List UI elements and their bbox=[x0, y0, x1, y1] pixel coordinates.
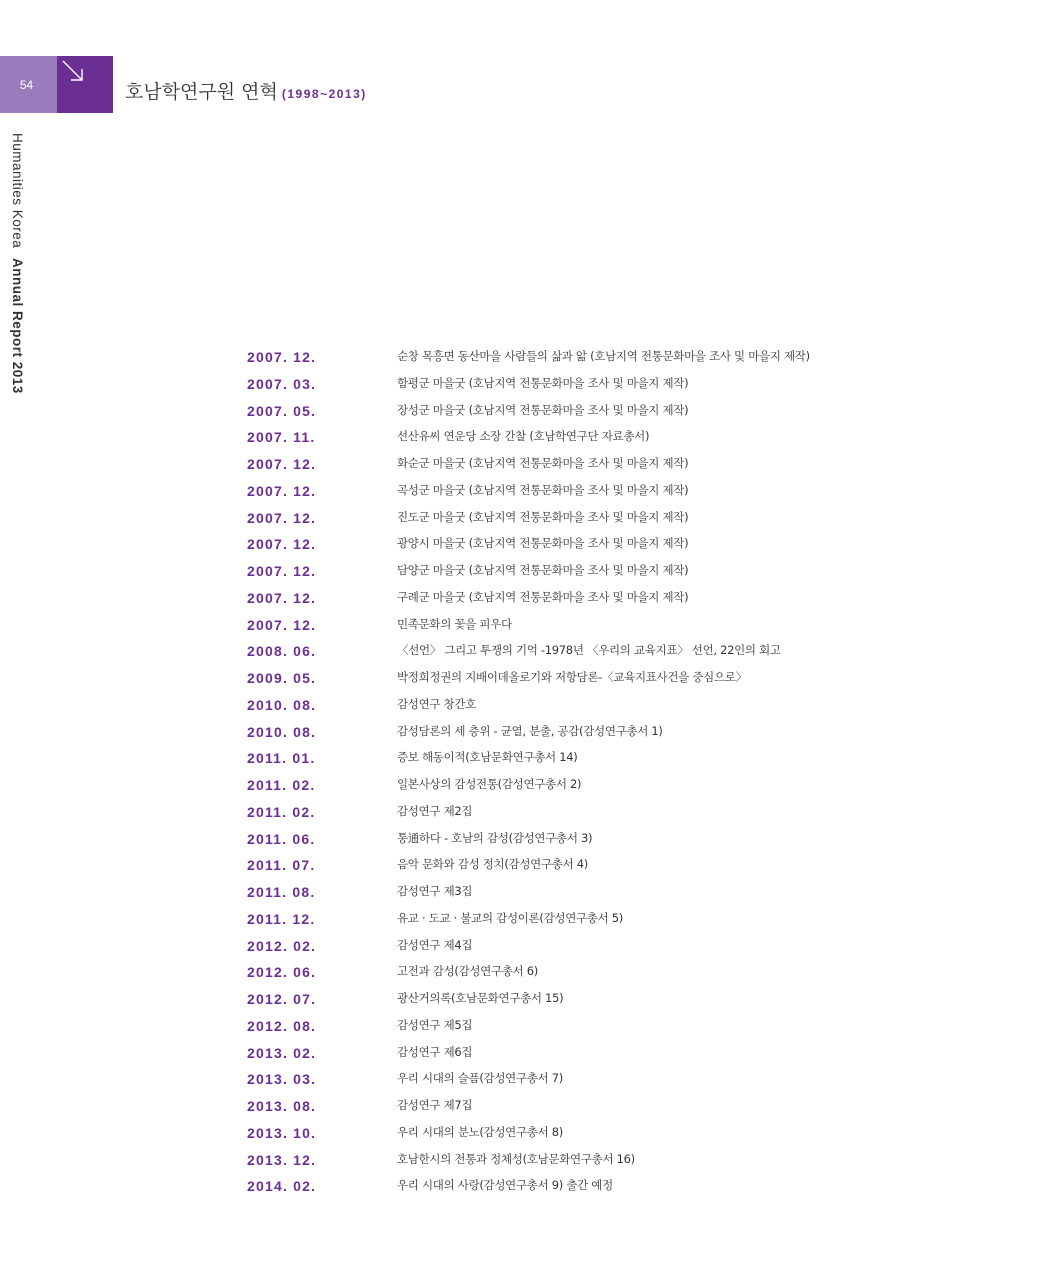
timeline-row bbox=[247, 1121, 947, 1148]
timeline-description: 선산유씨 연운당 소장 간찰 (호남학연구단 자료총서) bbox=[397, 429, 650, 444]
timeline-row bbox=[247, 372, 947, 399]
timeline-list bbox=[247, 345, 947, 1201]
timeline-row bbox=[247, 1174, 947, 1201]
timeline-row bbox=[247, 666, 947, 693]
timeline-row bbox=[247, 800, 947, 827]
header-arrow-box bbox=[57, 56, 113, 113]
timeline-description: 구례군 마을굿 (호남지역 전통문화마을 조사 및 마을지 제작) bbox=[397, 589, 689, 604]
page-title-text: 호남학연구원 연혁 bbox=[125, 81, 278, 103]
timeline-date: 2011. 07. bbox=[247, 857, 316, 874]
timeline-description: 담양군 마을굿 (호남지역 전통문화마을 조사 및 마을지 제작) bbox=[397, 563, 689, 577]
timeline-description: 진도군 마을굿 (호남지역 전통문화마을 조사 및 마을지 제작) bbox=[397, 509, 689, 524]
timeline-date: 2012. 07. bbox=[247, 991, 317, 1007]
timeline-date: 2013. 02. bbox=[247, 1044, 317, 1061]
timeline-row bbox=[247, 693, 947, 720]
timeline-description: 곡성군 마을굿 (호남지역 전통문화마을 조사 및 마을지 제작) bbox=[397, 482, 689, 497]
timeline-row bbox=[247, 827, 947, 854]
timeline-row bbox=[247, 1014, 947, 1041]
timeline-date: 2012. 02. bbox=[247, 937, 317, 954]
page-number: 54 bbox=[19, 78, 34, 92]
timeline-date: 2011. 08. bbox=[247, 884, 316, 900]
timeline-date: 2013. 03. bbox=[247, 1071, 317, 1088]
timeline-row bbox=[247, 853, 947, 880]
timeline-row bbox=[247, 934, 947, 961]
timeline-date: 2008. 06. bbox=[247, 643, 317, 660]
timeline-description: 통通하다 - 호남의 감성(감성연구총서 3) bbox=[397, 830, 593, 845]
timeline-description: 화순군 마을굿 (호남지역 전통문화마을 조사 및 마을지 제작) bbox=[397, 456, 689, 470]
timeline-description: 감성연구 제6집 bbox=[397, 1044, 473, 1059]
timeline-description: 장성군 마을굿 (호남지역 전통문화마을 조사 및 마을지 제작) bbox=[397, 402, 689, 417]
side-running-title bbox=[10, 133, 25, 393]
timeline-description: 증보 해동이적(호남문화연구총서 14) bbox=[397, 750, 578, 765]
timeline-date: 2007. 11. bbox=[247, 429, 316, 446]
timeline-description: 감성연구 제3집 bbox=[397, 884, 473, 898]
timeline-date: 2007. 12. bbox=[247, 349, 317, 365]
timeline-date: 2007. 12. bbox=[247, 563, 317, 579]
timeline-row bbox=[247, 1041, 947, 1068]
timeline-description: 민족문화의 꽃을 피우다 bbox=[397, 616, 512, 631]
timeline-date: 2013. 10. bbox=[247, 1124, 317, 1141]
timeline-date: 2007. 12. bbox=[247, 456, 317, 472]
timeline-row bbox=[247, 452, 947, 479]
timeline-description: 유교 · 도교 · 불교의 감성이론(감성연구총서 5) bbox=[397, 910, 623, 925]
timeline-row bbox=[247, 425, 947, 452]
side-title-bold: Annual Report 2013 bbox=[10, 257, 25, 394]
timeline-description: 우리 시대의 슬픔(감성연구총서 7) bbox=[397, 1071, 563, 1086]
timeline-description: 광양시 마을굿 (호남지역 전통문화마을 조사 및 마을지 제작) bbox=[397, 536, 689, 551]
timeline-date: 2014. 02. bbox=[247, 1178, 317, 1195]
timeline-date: 2013. 08. bbox=[247, 1098, 317, 1114]
timeline-row bbox=[247, 880, 947, 907]
timeline-description: 순창 목흥면 동산마을 사람들의 삶과 앎 (호남지역 전통문화마을 조사 및 마을지 제작) bbox=[397, 349, 810, 363]
timeline-row bbox=[247, 907, 947, 934]
timeline-date: 2013. 12. bbox=[247, 1151, 317, 1168]
timeline-description: 우리 시대의 분노(감성연구총서 8) bbox=[397, 1124, 563, 1139]
timeline-date: 2010. 08. bbox=[247, 696, 317, 713]
timeline-description: 광산거의록(호남문화연구총서 15) bbox=[397, 991, 564, 1005]
timeline-description: 감성담론의 세 층위 - 균열, 분출, 공감(감성연구총서 1) bbox=[397, 723, 663, 738]
timeline-row bbox=[247, 506, 947, 533]
timeline-row bbox=[247, 399, 947, 426]
timeline-date: 2007. 12. bbox=[247, 509, 317, 526]
timeline-row bbox=[247, 639, 947, 666]
side-title-light: Humanities Korea bbox=[10, 133, 25, 249]
timeline-date: 2011. 12. bbox=[247, 910, 316, 927]
timeline-date: 2012. 06. bbox=[247, 964, 317, 981]
timeline-row bbox=[247, 532, 947, 559]
timeline-date: 2011. 01. bbox=[247, 750, 316, 767]
timeline-row bbox=[247, 746, 947, 773]
timeline-row bbox=[247, 987, 947, 1014]
timeline-row bbox=[247, 1067, 947, 1094]
timeline-description: 우리 시대의 사랑(감성연구총서 9) 출간 예정 bbox=[397, 1178, 613, 1193]
timeline-date: 2007. 12. bbox=[247, 536, 317, 553]
page-number-box bbox=[0, 56, 57, 113]
timeline-date: 2010. 08. bbox=[247, 723, 317, 740]
timeline-row bbox=[247, 586, 947, 613]
timeline-description: 감성연구 제7집 bbox=[397, 1098, 473, 1112]
timeline-description: 〈선언〉 그리고 투쟁의 기억 -1978년 〈우리의 교육지표〉 선언, 22인의 회고 bbox=[397, 643, 781, 658]
timeline-description: 감성연구 제5집 bbox=[397, 1017, 473, 1032]
timeline-row bbox=[247, 773, 947, 800]
timeline-row bbox=[247, 1148, 947, 1175]
timeline-row bbox=[247, 960, 947, 987]
timeline-date: 2007. 12. bbox=[247, 589, 317, 606]
page-title bbox=[125, 77, 367, 104]
timeline-date: 2011. 02. bbox=[247, 777, 316, 793]
timeline-description: 감성연구 창간호 bbox=[397, 696, 477, 711]
timeline-row bbox=[247, 613, 947, 640]
timeline-date: 2007. 03. bbox=[247, 375, 317, 392]
timeline-date: 2009. 05. bbox=[247, 670, 317, 686]
timeline-row bbox=[247, 1094, 947, 1121]
timeline-row bbox=[247, 559, 947, 586]
timeline-description: 고전과 감성(감성연구총서 6) bbox=[397, 964, 538, 979]
timeline-date: 2007. 12. bbox=[247, 616, 317, 633]
timeline-date: 2012. 08. bbox=[247, 1017, 317, 1034]
timeline-date: 2011. 02. bbox=[247, 803, 316, 820]
timeline-description: 박정희정권의 지배이데올로기와 저항담론-〈교육지표사건을 중심으로〉 bbox=[397, 670, 747, 684]
timeline-description: 감성연구 제2집 bbox=[397, 803, 473, 818]
timeline-row bbox=[247, 345, 947, 372]
timeline-row bbox=[247, 479, 947, 506]
timeline-date: 2011. 06. bbox=[247, 830, 316, 847]
timeline-description: 음악 문화와 감성 정치(감성연구총서 4) bbox=[397, 857, 588, 872]
timeline-row bbox=[247, 720, 947, 747]
timeline-description: 함평군 마을굿 (호남지역 전통문화마을 조사 및 마을지 제작) bbox=[397, 375, 689, 390]
timeline-description: 일본사상의 감성전통(감성연구총서 2) bbox=[397, 777, 582, 791]
timeline-date: 2007. 12. bbox=[247, 482, 317, 499]
timeline-description: 감성연구 제4집 bbox=[397, 937, 473, 952]
page-title-years: (1998~2013) bbox=[281, 87, 367, 101]
timeline-description: 호남한시의 전통과 정체성(호남문화연구총서 16) bbox=[397, 1151, 635, 1166]
timeline-date: 2007. 05. bbox=[247, 402, 317, 419]
